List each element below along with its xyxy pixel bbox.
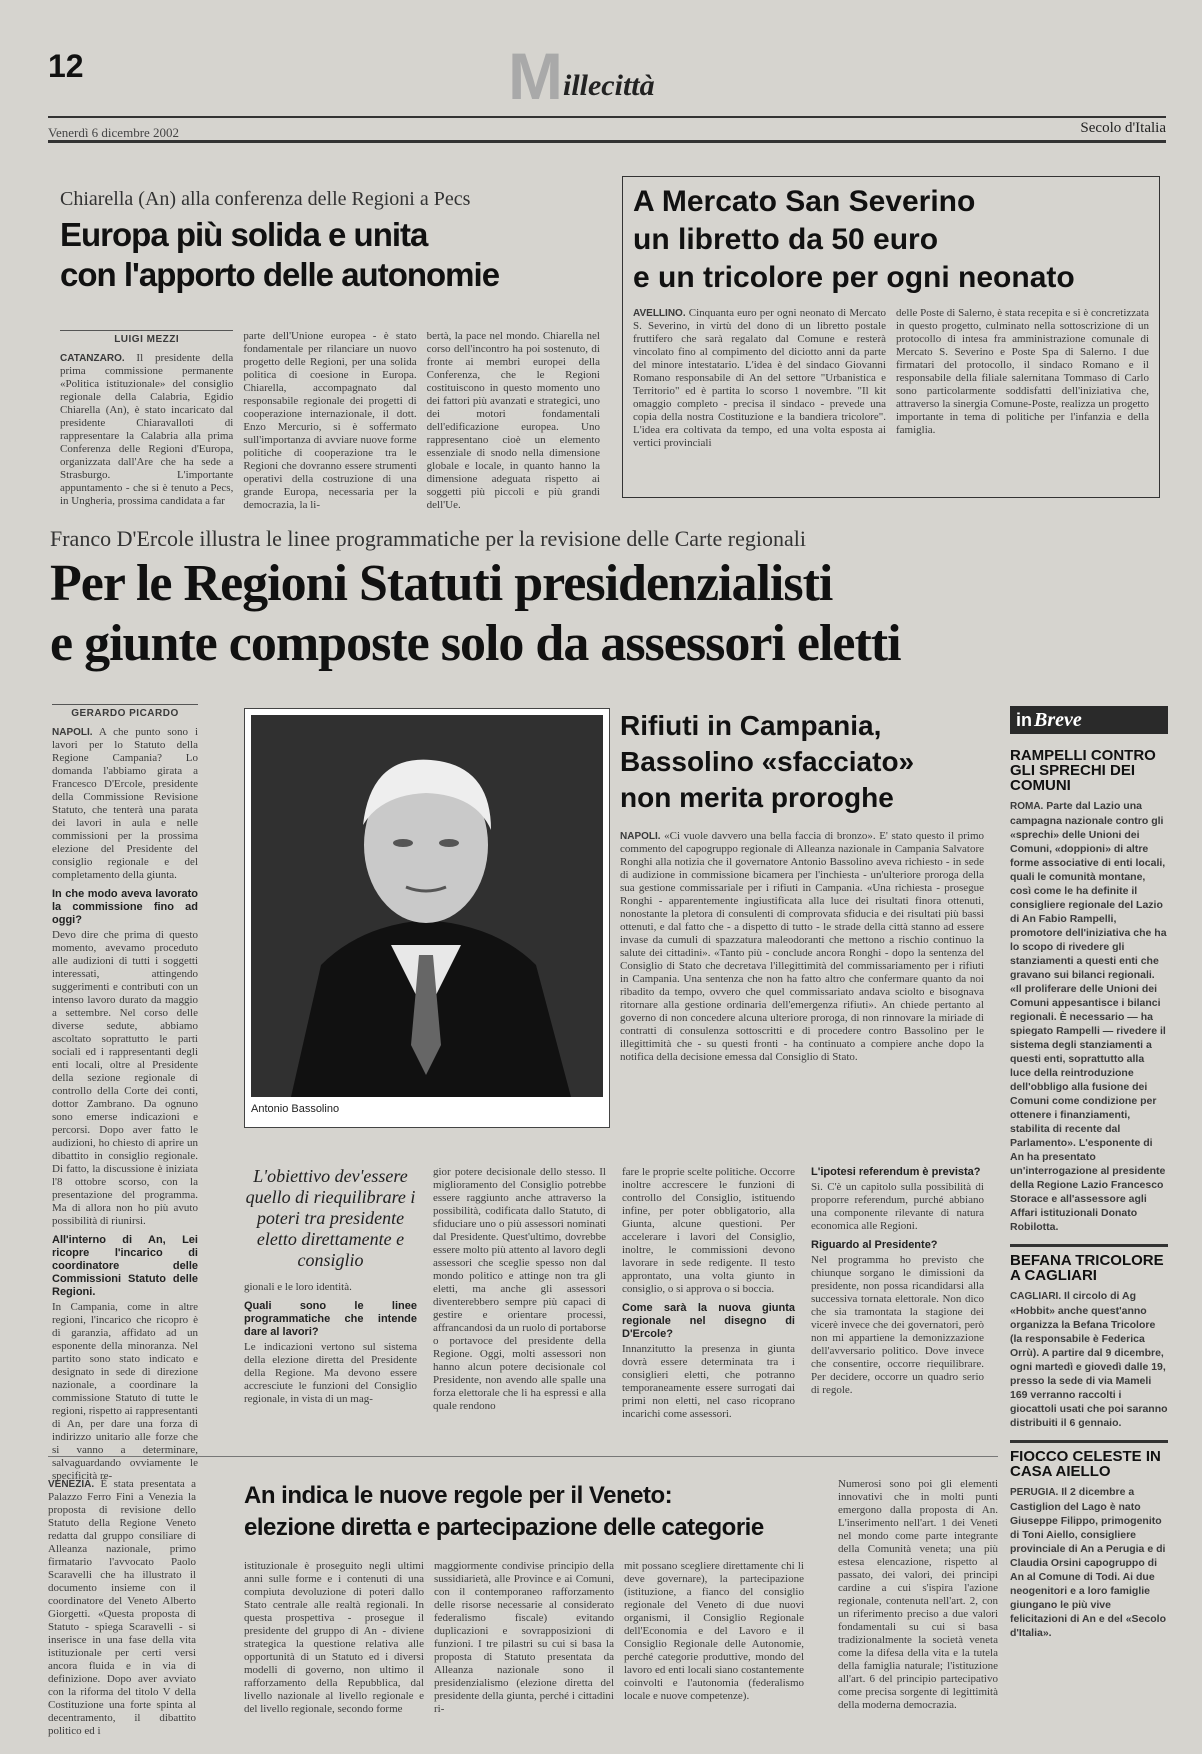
veneto-column-left: [48, 1478, 196, 1737]
article-rifiuti: [620, 708, 984, 1128]
article-text: «Ci vuole davvero una bella faccia di bronzo». E' stato questo il primo commento del capogruppo regionale di Alleanza nazionale in Campania Salvatore Ronghi alla notizia che il governatore Antonio Bassolino aveva richiesto - in sede di audizione in commissione bicamera per l'inchiesta - un'ulteriore proroga della sua gestione commissariale per i rifiuti in Campania. «Una richiesta - prosegue Ronghi - apparentemente ingiustificata alla luce dei risultati finora ottenuti, nonostante la pletora di consulenti di comprovata sfiducia e dei risultati più bassi ottenuti, e dal fatto che - a dispetto di tutto - le strade della città stanno ad essere invase da cumuli di spazzatura maleodoranti che mettono a rischio continuo la salute dei cittadini». «Tanto più - conclude ancora Ronghi - dopo la sentenza del Consiglio di Stato che decretava l'illegittimità del commissariamento per i rifiuti in Campania. Una sentenza che non ha fatto altro che confermare quanto da noi ribadito da tempo, ovvero che quel commissariato andava sciolto e bisognava ritornare alla gestione ordinaria dell'emergenza rifiuti». An chiede pertanto al governo di non concedere alcuna ulteriore proroga, di non rinnovare la miriade di contratti di consulenza sottoscritti e di procedere contro Bassolino per le illegittimità che - su questi fronti - ha continuato a compiere anche dopo la notifica della decisione emessa dal Consiglio di Stato.: [620, 830, 985, 1063]
article-headline: [244, 1480, 804, 1544]
page-number: 12: [48, 48, 84, 84]
brief-text: [1010, 1485, 1168, 1640]
interview-answer: Devo dire che prima di questo momento, avevamo proceduto alle audizioni di tutti i soggetti interessati, attingendo suggerimenti e contributi con un intenso lavoro durato da maggio a settembre. Nel corso delle diverse sedute, abbiamo ascoltato soprattutto le parti sociali ed i rappresentanti degli enti locali, oltre al Presidente della sezione regionale di controllo della Corte dei conti, dottor Zambrano. Da ognuno sono emerse indicazioni e percorsi. Dopo aver fatto le audizioni, ho chiesto di aprire un dibattito in consiglio regionale. Di fatto, la discussione è iniziata l'8 ottobre scorso, con la presentazione del programma. Ma di allora non ho più avuto possibilità di riunirsi.: [52, 929, 198, 1227]
headline-line: un libretto da 50 euro: [633, 223, 939, 256]
column-text: gionali e le loro identità.: [244, 1281, 352, 1293]
brief-body: Il circolo di Ag «Hobbit» anche quest'anno organizza la Befana Tricolore (la responsabile è Federica Orrù). A partire dal 9 dicembre, ogni martedì e giovedì dalle 19, presso la sede di via Mameli 169 verranno raccolti i giocattoli usati che poi saranno distribuiti il 6 gennaio.: [1010, 1290, 1168, 1429]
headline-line: Europa più solida e unita: [60, 216, 428, 253]
article-headline: [633, 183, 1149, 297]
article-column: delle Poste di Salerno, è stata recepita e si è concretizzata in questo progetto, culminato nella sottoscrizione di un protocollo di intesa fra amministrazione comunale di Mercato S. Severino e Poste Spa di Salerno. I due firmatari del protocollo, il sindaco Romano e il responsabile della filiale salernitana Tommaso di Carlo sono particolarmente soddisfatti dell'iniziativa che, attraverso la sinergia Comune-Poste, realizza un progetto importante in tema di politiche per l'infanzia e della famiglia.: [896, 307, 1149, 436]
issue-date: Venerdì 6 dicembre 2002: [48, 125, 180, 140]
brief-item: [1010, 1440, 1168, 1640]
article-kicker: Franco D'Ercole illustra le linee programmatiche per la revisione delle Carte regionali: [50, 526, 806, 551]
interview-question: L'ipotesi referendum è prevista?: [811, 1166, 981, 1178]
briefs-list: [1010, 748, 1168, 1640]
paper-name: Secolo d'Italia: [1080, 120, 1166, 136]
main-column: [622, 1166, 795, 1420]
interview-question: Quali sono le linee programmatiche che intende dare al lavori?: [244, 1300, 417, 1338]
briefs-header-breve: Breve: [1034, 709, 1082, 731]
dateline: ROMA.: [1010, 801, 1044, 812]
page-header: [48, 40, 1166, 140]
brief-title: BEFANA TRICOLORE A CAGLIARI: [1010, 1252, 1164, 1284]
headline-line: An indica le nuove regole per il Veneto:: [244, 1482, 673, 1509]
interview-answer: Innanzitutto la presenza in giunta dovrà essere determinata tra i consiglieri eletti, che potranno temporaneamente essere surrogati dai primi non eletti, nel caso ricoprano incarichi come assessori.: [622, 1343, 795, 1420]
article-column: parte dell'Unione europea - è stato fondamentale per rilanciare un nuovo progetto delle Regioni, per una solida politica di coesione in Europa. Chiarella, accompagnato dal responsabile regionale dei progetti di cooperazione internazionale, il dott. Enzo Mercurio, si è soffermato sull'importanza di avviare nuove forme politiche di cooperazione tra le Regioni che dovranno essere strumenti operativi della costruzione di una grande Europa, necessaria per la democrazia, la li-: [243, 330, 417, 511]
dateline: CAGLIARI.: [1010, 1291, 1062, 1302]
brief-item: [1010, 1244, 1168, 1430]
headline-line: elezione diretta e partecipazione delle categorie: [244, 1514, 764, 1541]
veneto-column-right: Numerosi sono poi gli elementi innovativi che in molti punti emergono dalla proposta di An. L'inserimento nell'art. 1 dei Veneti nel mondo come parte integrante della Comunità veneta; una più estesa elencazione, rispetto al passato, dei valori, dei principi cardine a cui s'ispira l'azione regionale, contenuta nell'art. 2, con un riferimento preciso a due valori fondamentali su cui si basa tradizionalmente la società veneta come la difesa della vita e la tutela della famiglia naturale; l'istituzione all'art. 6 del principio partecipativo come precisa sorgente di legittimità della moderna democrazia.: [838, 1478, 998, 1711]
briefs-header: [1010, 706, 1168, 734]
dateline: NAPOLI.: [52, 727, 93, 738]
article-body: [620, 830, 984, 1090]
headline-line: e giunte composte solo da assessori eletti: [50, 615, 901, 672]
interview-answer: Sì. C'è un capitolo sulla possibilità di proporre referendum, purché abbiano una componente rilevante di natura economica alle Regioni.: [811, 1181, 984, 1232]
column-text: Il presidente della prima commissione permanente «Politica istituzionale» del consiglio regionale della Calabria, Egidio Chiarella (An), è stato incaricato dal presidente Chiaravalloti di rappresentare la Calabria alla prima Conferenza delle Regioni d'Europa, organizzata dall'Are che ha sede a Strasburgo. L'importante appuntamento - che si è tenuto a Pecs, in Ungheria, prossima candidata a far: [60, 352, 234, 507]
main-article-head: [50, 526, 1170, 686]
brief-text: [1010, 1289, 1168, 1430]
pull-quote: L'obiettivo dev'essere quello di riequilibrare i poteri tra presidente eletto direttamente e consiglio: [245, 1166, 416, 1270]
interview-question: All'interno di An, Lei ricopre l'incarico di coordinatore delle Commissioni Statuto delle Regioni.: [52, 1234, 198, 1298]
interview-question: Come sarà la nuova giunta regionale nel disegno di D'Ercole?: [622, 1302, 795, 1340]
brief-title: FIOCCO CELESTE IN CASA AIELLO: [1010, 1448, 1161, 1480]
interview-answer: In Campania, come in altre regioni, l'incarico che ricopro è di garanzia, affidato ad un esponente della minoranza. Nel partito sono stato indicato e designato in sede di direzione nazionale, a coordinare la commissione Statuto di tutte le regioni, rispetto ai rappresentanti di An, per dare una forza di indirizzo unitario alle forze che si vanno a determinare, salvaguardando ovviamente le specificità re-: [52, 1301, 198, 1482]
article-column: maggiormente condivise principio della sussidiarietà, alle Province e ai Comuni, con il contemporaneo rafforzamento delle risorse necessarie al considerato federalismo fiscale) evitando duplicazioni e sovrapposizioni di funzioni. I tre pilastri su cui si basa la proposta di Statuto presentata da Alleanza nazionale sono il presidenzialismo (elezione diretta del presidente della giunta, perché i cittadini ri-: [434, 1560, 614, 1715]
brief-title: RAMPELLI CONTRO GLI SPRECHI DEI COMUNI: [1010, 747, 1156, 794]
article-columns: [633, 307, 1149, 477]
veneto-columns: [244, 1560, 804, 1715]
bassolino-photo: [251, 715, 603, 1097]
headline-line: non merita proroghe: [620, 782, 894, 813]
article-column: mit possano scegliere direttamente chi li deve governare), la partecipazione (istituzione, a fianco del consiglio regionale del Veneto di due nuovi organismi, il Consiglio Regionale dell'Economia e del Lavoro e il Consiglio Regionale delle Autonomie, perché categorie produttive, mondo del lavoro ed enti locali siano costantemente coinvolti e l'autonomia (federalismo locale e nuove competenze).: [624, 1560, 804, 1702]
article-column: bertà, la pace nel mondo. Chiarella nel corso dell'incontro ha poi sostenuto, di fronte ai membri europei della Conferenza, che le Regioni costituiscono in questo momento uno dei fattori più avanzati e strategici, uno dei motori fondamentali dell'edificazione europea. Uno rappresentano cioè un elemento essenziale di snodo nella dimensione globale e locale, in quanto hanno la dimensione adeguata rispetto ai soggetti più piccoli e più grandi dell'Ue.: [426, 330, 600, 511]
section-initial: M: [508, 39, 563, 113]
column-text: È stata presentata a Palazzo Ferro Fini a Venezia la proposta di revisione dello Statuto della Regione Veneto redatta dal gruppo consiliare di Alleanza nazionale, primo firmatario l'avvocato Paolo Scaravelli che ha illustrato il documento insieme con il coordinatore del Veneto Alberto Giorgetti. «Questa proposta di Statuto - spiega Scaravelli - si inserisce in una fase della vita istituzionale per certi versi ancora fluida e in via di definizione. Dopo aver avviato con la riforma del titolo V della Costituzione una forte spinta al decentramento, il dibattito politico ed i: [48, 1478, 196, 1737]
article-veneto: [48, 1470, 998, 1737]
header-rule-bottom: [48, 140, 1166, 143]
article-column: [633, 307, 886, 477]
headline-line: e un tricolore per ogni neonato: [633, 261, 1075, 294]
dateline: CATANZARO.: [60, 353, 125, 364]
column-text: Cinquanta euro per ogni neonato di Mercato S. Severino, in virtù del dono di un libretto postale fruttifero che sarà regalato dal Comune e resterà vincolato fino al compimento del diciotto anni da parte del minore intestatario. L'idea è del sindaco Giovanni Romano responsabile di An del settore "Urbanistica e Territorio" ed è partita lo scorso 1 novembre. "Il kit omaggio completo - precisa il sindaco - prevede una copia della nostra Costituzione e la bandiera tricolore". L'idea era coltivata da tempo, ed una volta esposta ai vertici provinciali: [633, 307, 887, 449]
brief-text: [1010, 799, 1168, 1234]
photo-frame: [244, 708, 610, 1128]
article-headline: [620, 708, 984, 816]
photo-caption: Antonio Bassolino: [251, 1103, 340, 1115]
briefs-header-in: in: [1016, 710, 1032, 730]
header-rule: [48, 116, 1166, 118]
article-mercato: [622, 176, 1160, 498]
interview-answer: Le indicazioni vertono sul sistema della elezione diretta del Presidente della Regione. Ma devono essere accresciute le funzioni del Consiglio regionale, in vista di un mag-: [244, 1341, 417, 1405]
interview-continuation: [244, 1166, 984, 1420]
section-rule: [48, 1456, 998, 1457]
section-title: [508, 39, 655, 113]
interview-question: In che modo aveva lavorato la commissione fino ad oggi?: [52, 888, 198, 926]
interview-answer: Nel programma ho previsto che chiunque sorgano le dimissioni da presidente, non possa ricandidarsi alla successiva tornata elettorale. Non dico che sia tramontata la stagione dei vicerè invece che dei governatori, però non mi appartiene la demonizzazione dell'avversario politico. Dove invece che consentire, occorre riequilibrare. Per decidere, occorre un quadro serio di regole.: [811, 1254, 984, 1396]
headline-line: Rifiuti in Campania,: [620, 710, 882, 741]
article-column: istituzionale è proseguito negli ultimi anni sulle forme e i contenuti di una compiuta devoluzione di poteri dallo Stato centrale alle realtà regionali. In questa prospettiva - prosegue il presidente del gruppo di An - diviene strategica la questione relativa alle opportunità di un Statuto ed i diversi modelli di governo, non ultimo il rafforzamento della Repubblica, dal livello nazionale al livello regionale e del livello regionale, secondo forme: [244, 1560, 424, 1715]
article-kicker: Chiarella (An) alla conferenza delle Regioni a Pecs: [60, 188, 471, 210]
dateline: PERUGIA.: [1010, 1487, 1059, 1498]
headline-line: Bassolino «sfacciato»: [620, 746, 915, 777]
byline: LUIGI MEZZI: [60, 330, 233, 346]
article-headline: [60, 215, 600, 295]
headline-line: Per le Regioni Statuti presidenzialisti: [50, 555, 833, 612]
main-column: [244, 1166, 417, 1416]
brief-body: Il 2 dicembre a Castiglion del Lago è nato Giuseppe Filippo, primogenito di Toni Aiello, consigliere provinciale di An a Perugia e di Claudia Orsini capogruppo di An al Comune di Todi. Ai due neogenitori e a loro famiglie giungano le più vive felicitazioni di An e del «Secolo d'Italia».: [1010, 1486, 1166, 1639]
dateline: VENEZIA.: [48, 1479, 95, 1490]
article-europa: [60, 188, 600, 511]
article-headline: [50, 554, 1170, 674]
headline-line: con l'apporto delle autonomie: [60, 256, 500, 293]
brief-body: Parte dal Lazio una campagna nazionale contro gli «sprechi» delle Unioni dei Comuni, «doppioni» di altre forme associative di enti locali, quali le comunità montane, così come le ha definite il consigliere regionale del Lazio di An Fabio Rampelli, promotore dell'iniziativa che ha lo scopo di rivedere gli stanziamenti a questi enti che gravano sui bilanci regionali. «Il proliferare delle Unioni dei Comuni appesantisce i bilanci regionali. È necessario — ha spiegato Rampelli — rivedere il sistema degli stanziamenti a questi enti, soprattutto alla luce della reintroduzione dell'obbligo alla fusione dei Comuni come condizione per ottenere i finanziamenti, stabilita di recente dal Parlamento». L'esponente di An ha presentato un'interrogazione al presidente della Regione Lazio Francesco Storace e all'assessore agli Affari istituzionali Donato Robilotta.: [1010, 800, 1167, 1233]
interview-question: Riguardo al Presidente?: [811, 1239, 938, 1251]
main-column: gior potere decisionale dello stesso. Il miglioramento del Consiglio potrebbe essere raggiunto anche attraverso la possibilità, codificata dallo Statuto, di sfiduciare uno o più assessori nominati dal Presidente. Quest'ultimo, dovrebbe essere molto più attento al lavoro degli assessori che sceglie spesso non dal mondo politico e attinge non tra gli eletti, ma anche gli assessori diventerebbero sempre più capaci di gestire e orientare processi, affrancandosi da un ruolo di portaborse o portavoce del presidente della Regione. Oggi, molti assessori non hanno alcun potere decisionale col Presidente, non avendo alle spalle una forza elettorale che li ha espressi e alla quale rendono: [433, 1166, 606, 1412]
briefs-sidebar: [1010, 706, 1168, 1716]
section-name: illecittà: [562, 69, 655, 102]
article-column: [60, 330, 234, 507]
main-column: [811, 1166, 984, 1416]
column-text: fare le proprie scelte politiche. Occorre inoltre accrescere le funzioni di controllo del Consiglio, istituendo infine, per poter obbligatorio, alla Giunta, alcune questioni. Per accelerare i lavori del Consiglio, inoltre, le commissioni devono lavorare in sede redigente. Il testo approntato, una volta giunto in consiglio, o si approva o si boccia.: [622, 1166, 795, 1295]
brief-item: [1010, 748, 1168, 1234]
intro-text: A che punto sono i lavori per lo Statuto della Regione Campania? Lo domanda l'abbiamo girata a Francesco D'Ercole, presidente della Commissione Revisione Statuto, che tenterà una parata dei lavori in aula e nelle commissioni per la prossima elezione del Presidente del consiglio regionale e del completamento della giunta.: [52, 726, 198, 881]
main-column-left: [52, 704, 198, 1482]
headline-line: A Mercato San Severino: [633, 185, 976, 218]
portrait-photo: [251, 715, 603, 1097]
byline: GERARDO PICARDO: [52, 704, 198, 720]
dateline: NAPOLI.: [620, 831, 661, 842]
article-columns: [60, 330, 600, 511]
dateline: AVELLINO.: [633, 308, 686, 319]
